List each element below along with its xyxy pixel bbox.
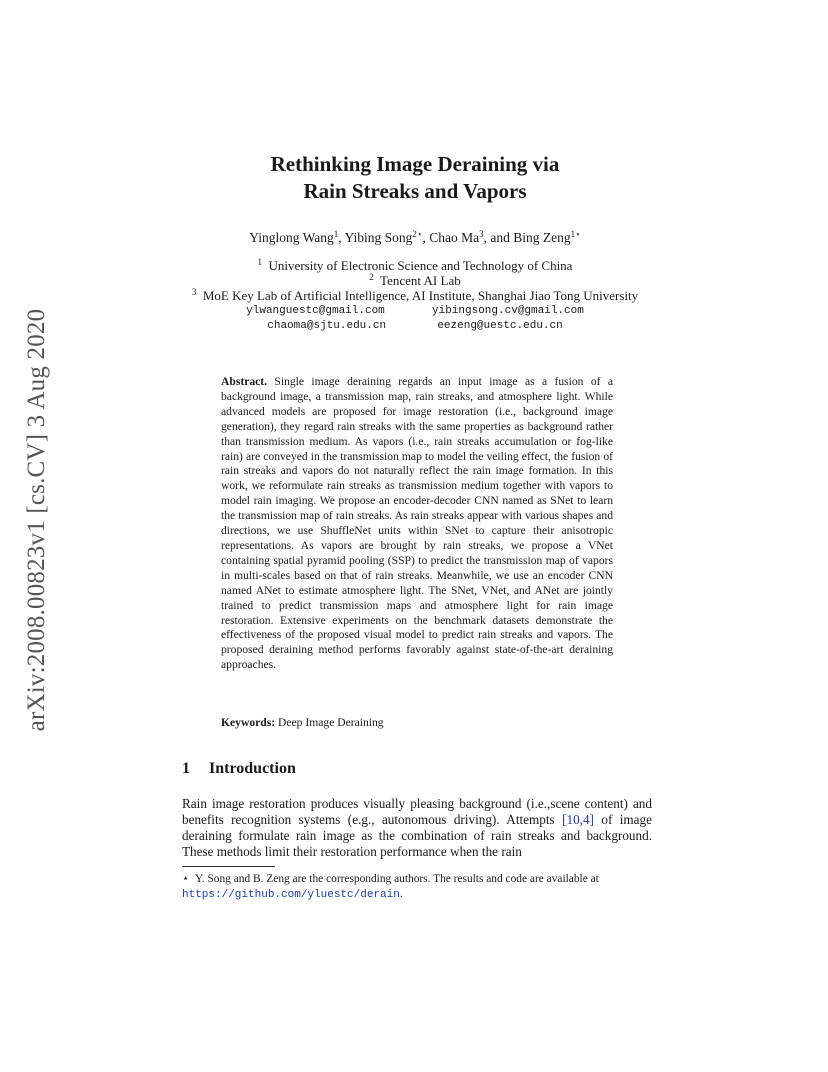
title-line-1: Rethinking Image Deraining via	[270, 152, 560, 176]
affiliation	[150, 258, 680, 274]
email-address[interactable]: yibingsong.cv@gmail.com	[432, 305, 584, 317]
keywords-label: Keywords:	[221, 716, 276, 729]
author-affil-mark: 1	[333, 229, 339, 239]
arxiv-identifier: arXiv:2008.00823v1 [cs.CV] 3 Aug 2020	[23, 308, 50, 732]
affiliation-mark: 2	[369, 272, 374, 282]
author-name: Yinglong Wang	[249, 230, 334, 245]
paper-title	[150, 151, 680, 205]
affiliation-mark: 3	[191, 287, 197, 297]
affiliation-text: Tencent AI Lab	[380, 273, 461, 288]
email-address[interactable]: chaoma@sjtu.edu.cn	[267, 320, 387, 332]
citation-link[interactable]: [10,4]	[562, 812, 594, 828]
author-affil-mark: 1⋆	[570, 229, 581, 239]
footnote-mark: ⋆	[182, 873, 190, 885]
footnote	[182, 872, 652, 903]
section-title: Introduction	[209, 760, 296, 777]
author-name: Yibing Song	[344, 230, 413, 245]
footnote-end: .	[399, 888, 403, 900]
intro-text: of image deraining formulate rain image as the combination of rain streaks and background. These methods limit their restoration performance when the rain	[182, 812, 652, 860]
affiliation-mark: 1	[257, 257, 263, 267]
email-row	[150, 320, 680, 332]
footnote-text: Y. Song and B. Zeng are the corresponding authors. The results and code are available at	[195, 873, 599, 885]
abstract-label: Abstract.	[221, 375, 268, 388]
email-address[interactable]: eezeng@uestc.edu.cn	[437, 320, 563, 332]
author-affil-mark: 2⋆	[412, 229, 423, 239]
keywords	[221, 716, 613, 729]
code-url-link[interactable]: https://github.com/yluestc/derain	[182, 889, 400, 901]
affiliation	[150, 273, 680, 289]
author-name: Chao Ma	[429, 230, 480, 245]
keywords-text: Deep Image Deraining	[278, 716, 384, 729]
email-row	[150, 305, 680, 317]
author-name: and Bing Zeng	[490, 230, 571, 245]
affiliation	[130, 288, 700, 304]
author-list: Yinglong Wang$^1$, Yibing Song$^{2⋆}$, Chao Ma$^3$, and Bing Zeng$^{1⋆}$	[249, 229, 581, 245]
section-number: 1	[182, 760, 190, 777]
intro-text: Rain image restoration produces visually pleasing background (i.e.,scene content) and benefits recognition systems (e.g., autonomous driving). Attempts	[182, 796, 652, 828]
section-heading	[182, 760, 296, 778]
abstract	[221, 375, 613, 673]
title-line-2: Rain Streaks and Vapors	[303, 179, 527, 203]
affiliation-text: MoE Key Lab of Artificial Intelligence, AI Institute, Shanghai Jiao Tong University	[202, 288, 639, 303]
affiliation-text: University of Electronic Science and Technology of China	[268, 258, 573, 273]
email-address[interactable]: ylwanguestc@gmail.com	[246, 305, 385, 317]
footnote-rule	[182, 866, 275, 867]
abstract-text: Single image deraining regards an input image as a fusion of a background image, a transmission map, rain streaks, and atmosphere light. While advanced models are proposed for image restoration (i.e., background image generation), they regard rain streaks with the same properties as background rather than transmission medium. As vapors (i.e., rain streaks accumulation or fog-like rain) are conveyed in the transmission map to model the veiling effect, the fusion of rain streaks and vapors do not naturally reflect the rain image formation. In this work, we reformulate rain streaks as transmission medium together with vapors to model rain imaging. We propose an encoder-decoder CNN named as SNet to learn the transmission map of rain streaks. As rain streaks appear with various shapes and directions, we use ShuffleNet units within SNet to capture their anisotropic representations. As vapors are brought by rain streaks, we propose a VNet containing spatial pyramid pooling (SSP) to predict the transmission map of vapors in multi-scales based on that of rain streaks. Meanwhile, we use an encoder CNN named ANet to estimate atmosphere light. The SNet, VNet, and ANet are jointly trained to predict transmission maps and atmosphere light for rain image restoration. Extensive experiments on the benchmark datasets demonstrate the effectiveness of the proposed visual model to predict rain streaks and vapors. The proposed deraining method performs favorably against state-of-the-art deraining approaches.	[221, 375, 613, 672]
author-affil-mark: 3	[479, 229, 484, 239]
intro-paragraph	[182, 796, 652, 860]
